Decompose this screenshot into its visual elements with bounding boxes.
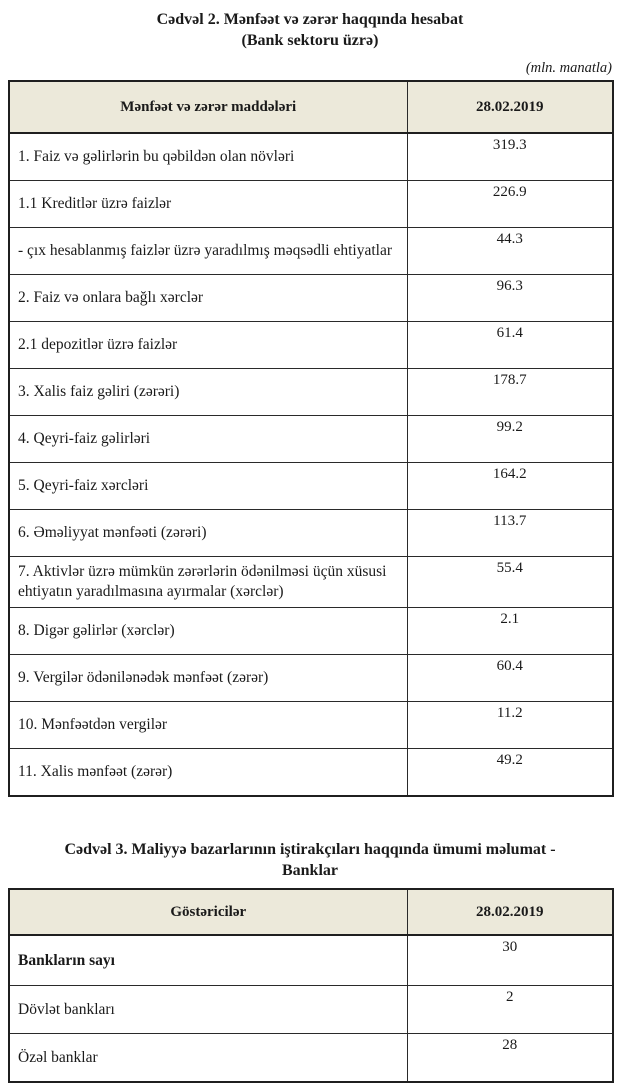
row-value: 49.2 — [407, 749, 613, 797]
row-value: 61.4 — [407, 322, 613, 369]
table-row — [9, 1034, 613, 1083]
row-label: Dövlət bankları — [9, 986, 407, 1034]
table-row — [9, 935, 613, 986]
row-label: 9. Vergilər ödənilənədək mənfəət (zərər) — [9, 655, 407, 702]
row-value: 99.2 — [407, 416, 613, 463]
row-label: 1.1 Kreditlər üzrə faizlər — [9, 181, 407, 228]
row-label: Bankların sayı — [9, 935, 407, 986]
row-label: Özəl banklar — [9, 1034, 407, 1083]
table-row — [9, 181, 613, 228]
table-header-row — [9, 81, 613, 133]
row-value: 30 — [407, 935, 613, 986]
section-gap — [0, 797, 620, 837]
table-row — [9, 322, 613, 369]
row-value: 319.3 — [407, 133, 613, 181]
row-label: 2.1 depozitlər üzrə faizlər — [9, 322, 407, 369]
row-value: 113.7 — [407, 510, 613, 557]
row-label: 8. Digər gəlirlər (xərclər) — [9, 608, 407, 655]
column-header-indicators: Göstəricilər — [9, 889, 407, 935]
table-header-row — [9, 889, 613, 935]
row-value: 178.7 — [407, 369, 613, 416]
column-header-items: Mənfəət və zərər maddələri — [9, 81, 407, 133]
table-row — [9, 702, 613, 749]
table-row — [9, 608, 613, 655]
table2-title-line1: Cədvəl 2. Mənfəət və zərər haqqında hesabat — [156, 11, 464, 28]
row-label: 11. Xalis mənfəət (zərər) — [9, 749, 407, 797]
profit-loss-table — [8, 80, 614, 797]
row-value: 96.3 — [407, 275, 613, 322]
row-label: 1. Faiz və gəlirlərin bu qəbildən olan növləri — [9, 133, 407, 181]
table-row — [9, 986, 613, 1034]
row-label: 5. Qeyri-faiz xərcləri — [9, 463, 407, 510]
unit-note: (mln. manatla) — [525, 60, 612, 76]
table-row — [9, 133, 613, 181]
row-value: 28 — [407, 1034, 613, 1083]
row-label: 7. Aktivlər üzrə mümkün zərərlərin ödənilməsi üçün xüsusi ehtiyatın yaradılmasına ayırmalar (xərclər) — [9, 557, 407, 608]
column-header-date: 28.02.2019 — [407, 889, 613, 935]
table-row — [9, 655, 613, 702]
banks-info-table — [8, 888, 614, 1083]
row-label: 4. Qeyri-faiz gəlirləri — [9, 416, 407, 463]
table-row — [9, 275, 613, 322]
table-row — [9, 463, 613, 510]
table-row — [9, 369, 613, 416]
table2-title-line2: (Bank sektoru üzrə) — [241, 32, 379, 49]
table3-title-line1: Cədvəl 3. Maliyyə bazarlarının iştirakçıları haqqında ümumi məlumat - — [64, 841, 556, 858]
row-label: 6. Əməliyyat mənfəəti (zərəri) — [9, 510, 407, 557]
column-header-date: 28.02.2019 — [407, 81, 613, 133]
table-row — [9, 749, 613, 797]
row-value: 44.3 — [407, 228, 613, 275]
table-row — [9, 510, 613, 557]
table3-title-line2: Banklar — [281, 862, 338, 879]
table-row — [9, 416, 613, 463]
row-value: 2.1 — [407, 608, 613, 655]
row-label: 3. Xalis faiz gəliri (zərəri) — [9, 369, 407, 416]
row-value: 164.2 — [407, 463, 613, 510]
row-value: 60.4 — [407, 655, 613, 702]
row-value: 55.4 — [407, 557, 613, 608]
row-label: 10. Mənfəətdən vergilər — [9, 702, 407, 749]
table2-title — [0, 9, 620, 51]
row-label: - çıx hesablanmış faizlər üzrə yaradılmış məqsədli ehtiyatlar — [9, 228, 407, 275]
row-label: 2. Faiz və onlara bağlı xərclər — [9, 275, 407, 322]
row-value: 11.2 — [407, 702, 613, 749]
table-row — [9, 557, 613, 608]
table-row — [9, 228, 613, 275]
row-value: 226.9 — [407, 181, 613, 228]
row-value: 2 — [407, 986, 613, 1034]
table3-title — [0, 839, 620, 881]
